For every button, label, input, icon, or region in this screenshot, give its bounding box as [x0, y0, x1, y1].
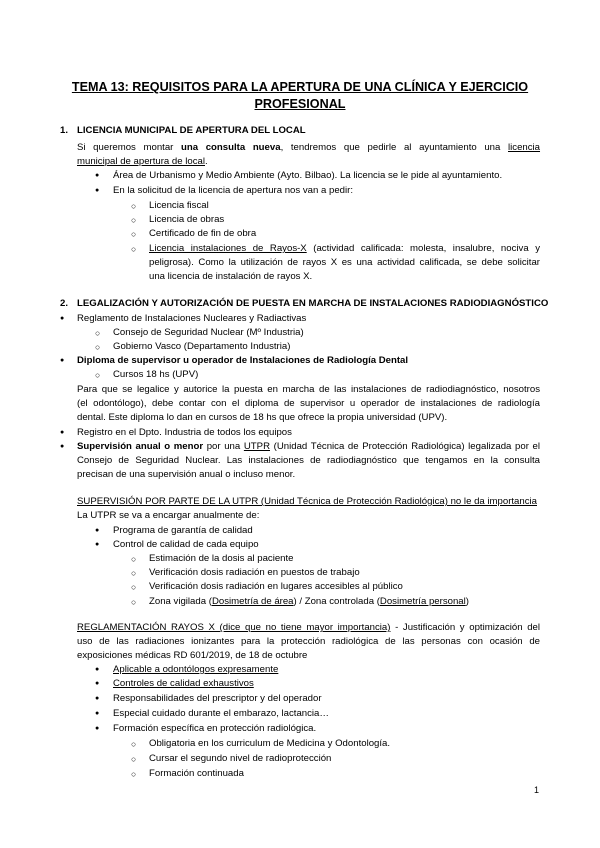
s3-intro: La UTPR se va a encargar anualmente de:: [77, 510, 260, 521]
s2-bullet-3: Registro en el Dpto. Industria de todos los equipos: [77, 427, 292, 438]
circle-bullet-icon: ○: [131, 582, 137, 592]
s2-bullet-2: Diploma de supervisor u operador de Instalaciones de Radiología Dental: [77, 355, 409, 366]
s3-bullet-2: Control de calidad de cada equipo: [113, 539, 259, 550]
circle-bullet-icon: ○: [95, 370, 101, 380]
s2-bullet-1-sub-1: Consejo de Seguridad Nuclear (Mº Industria): [113, 327, 304, 338]
bullet-icon: ●: [95, 172, 100, 179]
bullet-icon: ●: [60, 315, 65, 322]
s2-bullet-4-line-2: Consejo de Seguridad Nuclear. Las instalaciones de radiodiagnóstico que tengamos en la consulta: [77, 455, 540, 466]
bullet-icon: ●: [60, 357, 65, 364]
bullet-icon: ●: [95, 187, 100, 194]
s1-sub-3: Certificado de fin de obra: [149, 228, 257, 239]
circle-bullet-icon: ○: [95, 342, 101, 352]
s4-sub-2: Cursar el segundo nivel de radioprotección: [149, 753, 332, 764]
circle-bullet-icon: ○: [131, 739, 137, 749]
s2-paragraph-line-3: dental. Este diploma lo dan en cursos de 18 hs que ofrece la propia universidad (UPV).: [77, 412, 448, 423]
s4-line-3: exposiciones médicas RD 601/2019, de 18 de octubre: [77, 650, 308, 661]
s4-bullet-1: Aplicable a odontólogos expresamente: [113, 664, 279, 675]
s1-bullet-1: Área de Urbanismo y Medio Ambiente (Ayto. Bilbao). La licencia se le pide al ayuntamiento.: [113, 170, 503, 181]
s1-bullet-2: En la solicitud de la licencia de apertura nos van a pedir:: [113, 185, 353, 196]
section-2-heading: LEGALIZACIÓN Y AUTORIZACIÓN DE PUESTA EN MARCHA DE INSTALACIONES RADIODIAGNÓSTICO: [77, 298, 549, 309]
circle-bullet-icon: ○: [131, 597, 137, 607]
section-2-number: 2.: [60, 298, 69, 309]
bullet-icon: ●: [95, 666, 100, 673]
circle-bullet-icon: ○: [131, 769, 137, 779]
circle-bullet-icon: ○: [131, 754, 137, 764]
s1-sub-4-line-2: peligrosa). Como la utilización de rayos X es una actividad calificada, se debe solicitar: [149, 257, 540, 268]
bullet-icon: ●: [60, 429, 65, 436]
bullet-icon: ●: [95, 695, 100, 702]
s4-bullet-3: Responsabilidades del prescriptor y del operador: [113, 693, 322, 704]
s1-sub-1: Licencia fiscal: [149, 200, 209, 211]
bullet-icon: ●: [60, 443, 65, 450]
s3-sub-4: Zona vigilada (Dosimetría de área) / Zona controlada (Dosimetría personal): [149, 596, 469, 607]
s2-bullet-2-sub-1: Cursos 18 hs (UPV): [113, 369, 199, 380]
s2-paragraph-line-1: Para que se legalice y autorice la puesta en marcha de las instalaciones de radiodiagnóstico, nosotros: [77, 384, 540, 395]
section-4-heading: REGLAMENTACIÓN RAYOS X (dice que no tiene mayor importancia) - Justificación y optimización del: [77, 622, 541, 633]
title-line-2: PROFESIONAL: [254, 97, 346, 111]
bullet-icon: ●: [95, 680, 100, 687]
s1-sub-2: Licencia de obras: [149, 214, 225, 225]
bullet-icon: ●: [95, 725, 100, 732]
circle-bullet-icon: ○: [131, 568, 137, 578]
section-1-heading: LICENCIA MUNICIPAL DE APERTURA DEL LOCAL: [77, 125, 306, 136]
s2-paragraph-line-2: (el odontólogo), debe contar con el diploma de supervisor u operador de instalaciones de radiología: [77, 398, 540, 409]
s2-bullet-1-sub-2: Gobierno Vasco (Departamento Industria): [113, 341, 291, 352]
circle-bullet-icon: ○: [95, 328, 101, 338]
s3-sub-2: Verificación dosis radiación en puestos de trabajo: [149, 567, 360, 578]
circle-bullet-icon: ○: [131, 215, 137, 225]
s3-sub-3: Verificación dosis radiación en lugares accesibles al público: [149, 581, 403, 592]
section-1-intro: Si queremos montar una consulta nueva, tendremos que pedirle al ayuntamiento una licencia: [77, 142, 541, 153]
s4-bullet-5: Formación específica en protección radiológica.: [113, 723, 317, 734]
s4-bullet-2: Controles de calidad exhaustivos: [113, 678, 254, 689]
circle-bullet-icon: ○: [131, 554, 137, 564]
s4-sub-3: Formación continuada: [149, 768, 244, 779]
section-3-heading: SUPERVISIÓN POR PARTE DE LA UTPR (Unidad Técnica de Protección Radiológica) no le da importancia: [77, 496, 537, 507]
page-number: 1: [534, 785, 540, 795]
section-1-intro-cont: municipal de apertura de local.: [77, 156, 208, 167]
circle-bullet-icon: ○: [131, 244, 137, 254]
s1-sub-4: Licencia instalaciones de Rayos-X (actividad calificada: molesta, insalubre, nociva y: [149, 243, 540, 254]
circle-bullet-icon: ○: [131, 229, 137, 239]
s2-bullet-1: Reglamento de Instalaciones Nucleares y Radiactivas: [77, 313, 307, 324]
bullet-icon: ●: [95, 710, 100, 717]
s2-bullet-4: Supervisión anual o menor por una UTPR (Unidad Técnica de Protección Radiológica) legalizada por el: [77, 441, 540, 452]
s1-sub-4-line-3: una licencia de instalación de rayos X.: [149, 271, 313, 282]
circle-bullet-icon: ○: [131, 201, 137, 211]
s3-sub-1: Estimación de la dosis al paciente: [149, 553, 294, 564]
title-line-1: TEMA 13: REQUISITOS PARA LA APERTURA DE UNA CLÍNICA Y EJERCICIO: [71, 80, 529, 94]
section-1-number: 1.: [60, 125, 69, 136]
s4-sub-1: Obligatoria en los curriculum de Medicina y Odontología.: [149, 738, 391, 749]
s3-bullet-1: Programa de garantía de calidad: [113, 525, 253, 536]
s4-line-2: uso de las radiaciones ionizantes para la protección radiológica de las personas con ocasión de: [77, 636, 540, 647]
s4-bullet-4: Especial cuidado durante el embarazo, lactancia…: [113, 708, 329, 719]
page-title: [60, 79, 540, 113]
bullet-icon: ●: [95, 541, 100, 548]
s2-bullet-4-line-3: precisan de una supervisión anual o incluso menor.: [77, 469, 296, 480]
bullet-icon: ●: [95, 527, 100, 534]
